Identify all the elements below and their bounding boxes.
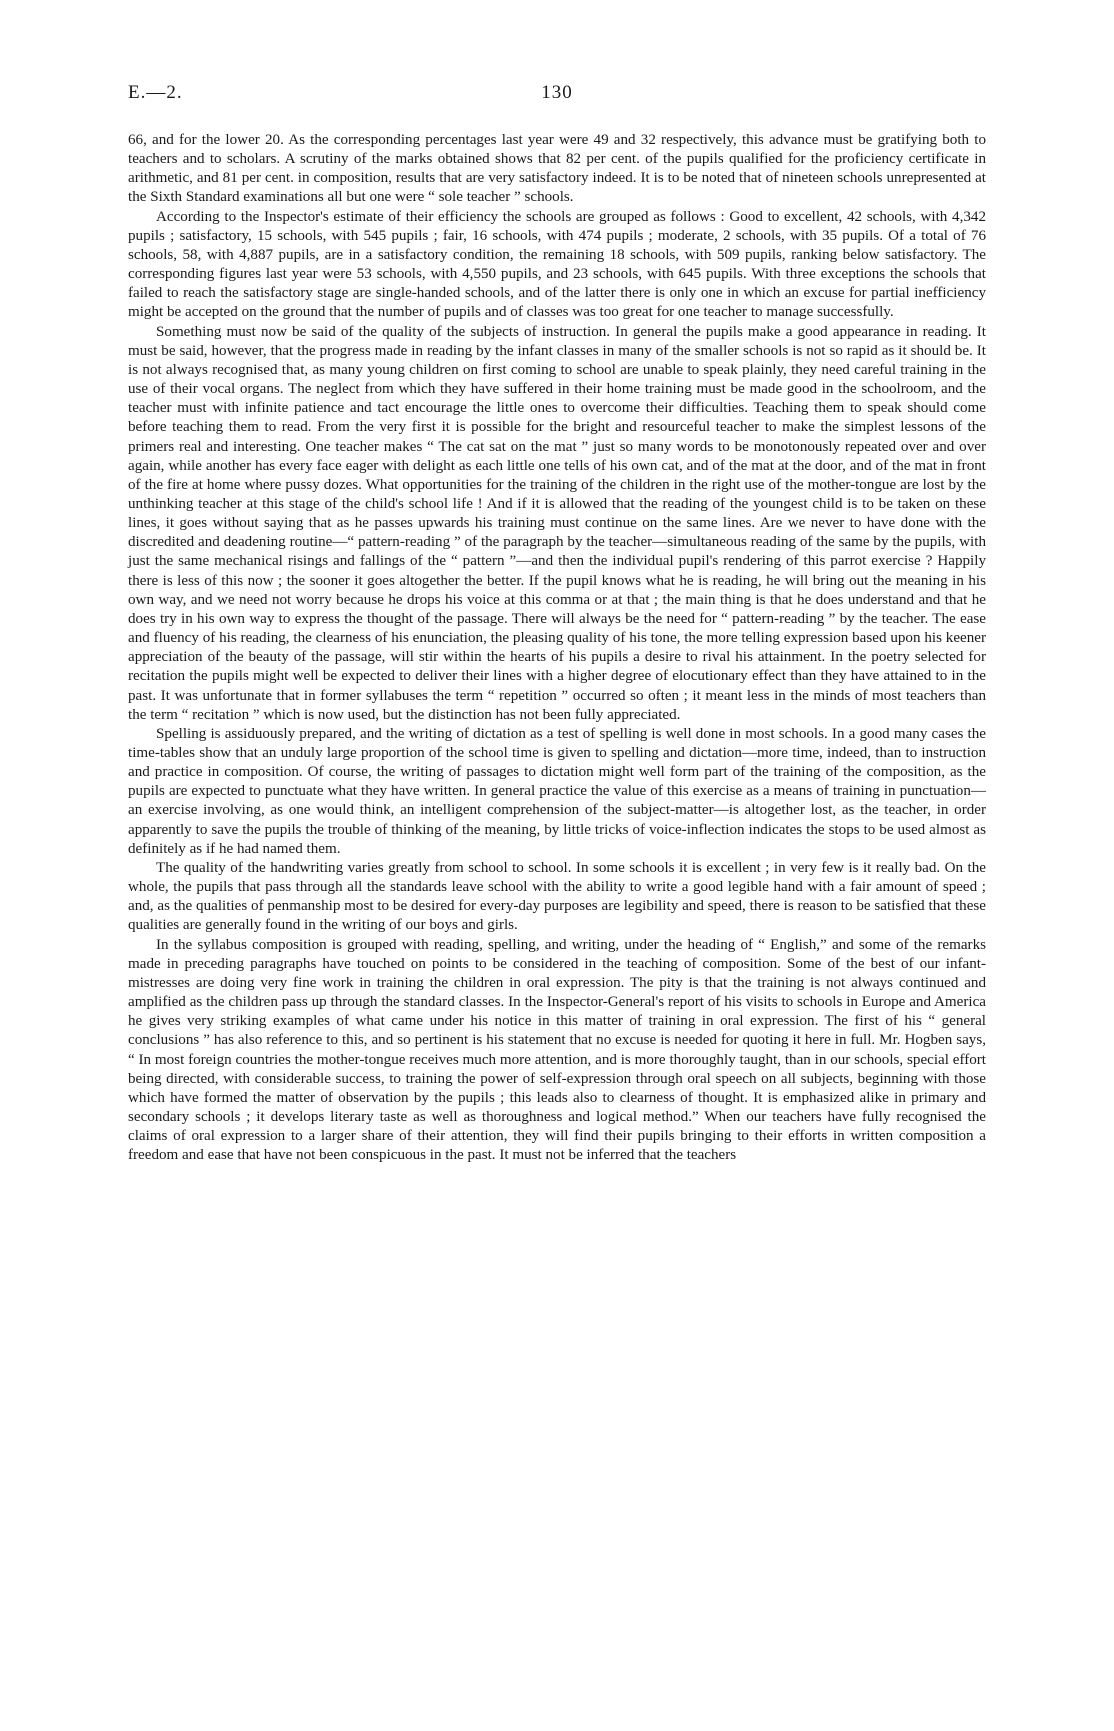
- page-number: 130: [541, 82, 573, 103]
- body-text: [128, 131, 986, 1165]
- paragraph-spelling: Spelling is assiduously prepared, and the writing of dictation as a test of spelling is well done in most schools. In a good many cases the time-tables show that an unduly large proportion of the school time is given to spelling and dictation—more time, indeed, than to instruction and practice in composition. Of course, the writing of passages to dictation might well form part of the training of the composition, as the pupils are expected to punctuate what they have written. In general practice the value of this exercise as a means of training in punctuation—an exercise involving, as one would think, an intelligent comprehension of the subject-matter—is altogether lost, as the teacher, in order apparently to save the pupils the trouble of thinking of the meaning, by little tricks of voice-inflection indicates the stops to be used almost as definitely as if he had named them.: [128, 725, 986, 857]
- paragraph-composition: In the syllabus composition is grouped with reading, spelling, and writing, under the heading of “ English,” and some of the remarks made in preceding paragraphs have touched on points to be considered in the teaching of composition. Some of the best of our infant-mistresses are doing very fine work in training the children in oral expression. The pity is that the training is not always continued and amplified as the children pass up through the standard classes. In the Inspector-General's report of his visits to schools in Europe and America he gives very striking examples of what came under his notice in this matter of training in oral expression. The first of his “ general conclusions ” has also reference to this, and so pertinent is his statement that no excuse is needed for quoting it here in full. Mr. Hogben says, “ In most foreign countries the mother-tongue receives much more attention, and is more thoroughly taught, than in our schools, special effort being directed, with considerable success, to training the power of self-expression through oral speech on all subjects, beginning with those which have formed the matter of observation by the pupils ; this leads also to clearness of thought. It is emphasized alike in primary and secondary schools ; it develops literary taste as well as thoroughness and logical method.” When our teachers have fully recognised the claims of oral expression to a larger share of their attention, they will find their pupils bringing to their efforts in written composition a freedom and ease that have not been conspicuous in the past. It must not be inferred that the teachers: [128, 936, 986, 1164]
- paragraph-efficiency-estimate: According to the Inspector's estimate of their efficiency the schools are grouped as follows : Good to excellent, 42 schools, with 4,342 pupils ; satisfactory, 15 schools, with 545 pupils ; fair, 16 schools, with 474 pupils ; moderate, 2 schools, with 35 pupils. Of a total of 76 schools, 58, with 4,887 pupils, are in a satisfactory condition, the remaining 18 schools, with 509 pupils, ranking below satisfactory. The corresponding figures last year were 53 schools, with 4,550 pupils, and 23 schools, with 645 pupils. With three exceptions the schools that failed to reach the satisfactory stage are single-handed schools, and of the latter there is only one in which an excuse for partial inefficiency might be accepted on the ground that the number of pupils and of classes was too great for one teacher to manage successfully.: [128, 208, 986, 321]
- paragraph-reading: Something must now be said of the quality of the subjects of instruction. In general the pupils make a good appearance in reading. It must be said, however, that the progress made in reading by the infant classes in many of the smaller schools is not so rapid as it should be. It is not always recognised that, as many young children on first coming to school are unable to speak plainly, they need careful training in the use of their vocal organs. The neglect from which they have suffered in their home training must be made good in the schoolroom, and the teacher must with infinite patience and tact encourage the little ones to overcome their difficulties. Teaching them to speak should come before teaching them to read. From the very first it is possible for the bright and resourceful teacher to make the simplest lessons of the primers real and interesting. One teacher makes “ The cat sat on the mat ” just so many words to be monotonously repeated over and over again, while another has every face eager with delight as each little one tells of his own cat, and of the mat at the door, and of the mat in front of the fire at home where pussy dozes. What opportunities for the training of the children in the right use of the mother-tongue are lost by the unthinking teacher at this stage of the child's school life ! And if it is allowed that the reading of the youngest child is to be taken on these lines, it goes without saying that as he passes upwards his training must continue on the same lines. Are we never to have done with the discredited and deadening routine—“ pattern-reading ” of the paragraph by the teacher—simultaneous reading of the same by the pupils, with just the same mechanical risings and fallings of the “ pattern ”—and then the individual pupil's rendering of this parrot exercise ? Happily there is less of this now ; the sooner it goes altogether the better. If the pupil knows what he is reading, he will bring out the meaning in his own way, and we need not worry because he drops his voice at this comma or at that ; the main thing is that he does understand and that he does try in his own way to express the thought of the passage. There will always be the need for “ pattern-reading ” by the teacher. The ease and fluency of his reading, the clearness of his enunciation, the pleasing quality of his tone, the more telling expression based upon his keener appreciation of the beauty of the passage, will stir within the hearts of his pupils a desire to rival his attainment. In the poetry selected for recitation the pupils might well be expected to deliver their lines with a higher degree of elocutionary effect than they have attained to in the past. It was unfortunate that in former syllabuses the term “ repetition ” occurred so often ; it meant less in the minds of most teachers than the term “ recitation ” which is now used, but the distinction has not been fully appreciated.: [128, 323, 986, 723]
- page-header: [128, 82, 986, 112]
- paragraph-continued: 66, and for the lower 20. As the corresponding percentages last year were 49 and 32 respectively, this advance must be gratifying both to teachers and to scholars. A scrutiny of the marks obtained shows that 82 per cent. of the pupils qualified for the proficiency certificate in arithmetic, and 81 per cent. in composition, results that are very satisfactory indeed. It is to be noted that of nineteen schools unrepresented at the Sixth Standard examinations all but one were “ sole teacher ” schools.: [128, 132, 986, 206]
- document-code: E.—2.: [128, 82, 183, 103]
- paragraph-handwriting: The quality of the handwriting varies greatly from school to school. In some schools it is excellent ; in very few is it really bad. On the whole, the pupils that pass through all the standards leave school with the ability to write a good legible hand with a fair amount of speed ; and, as the qualities of penmanship most to be desired for every-day purposes are legibility and speed, there is reason to be satisfied that these qualities are generally found in the writing of our boys and girls.: [128, 859, 986, 934]
